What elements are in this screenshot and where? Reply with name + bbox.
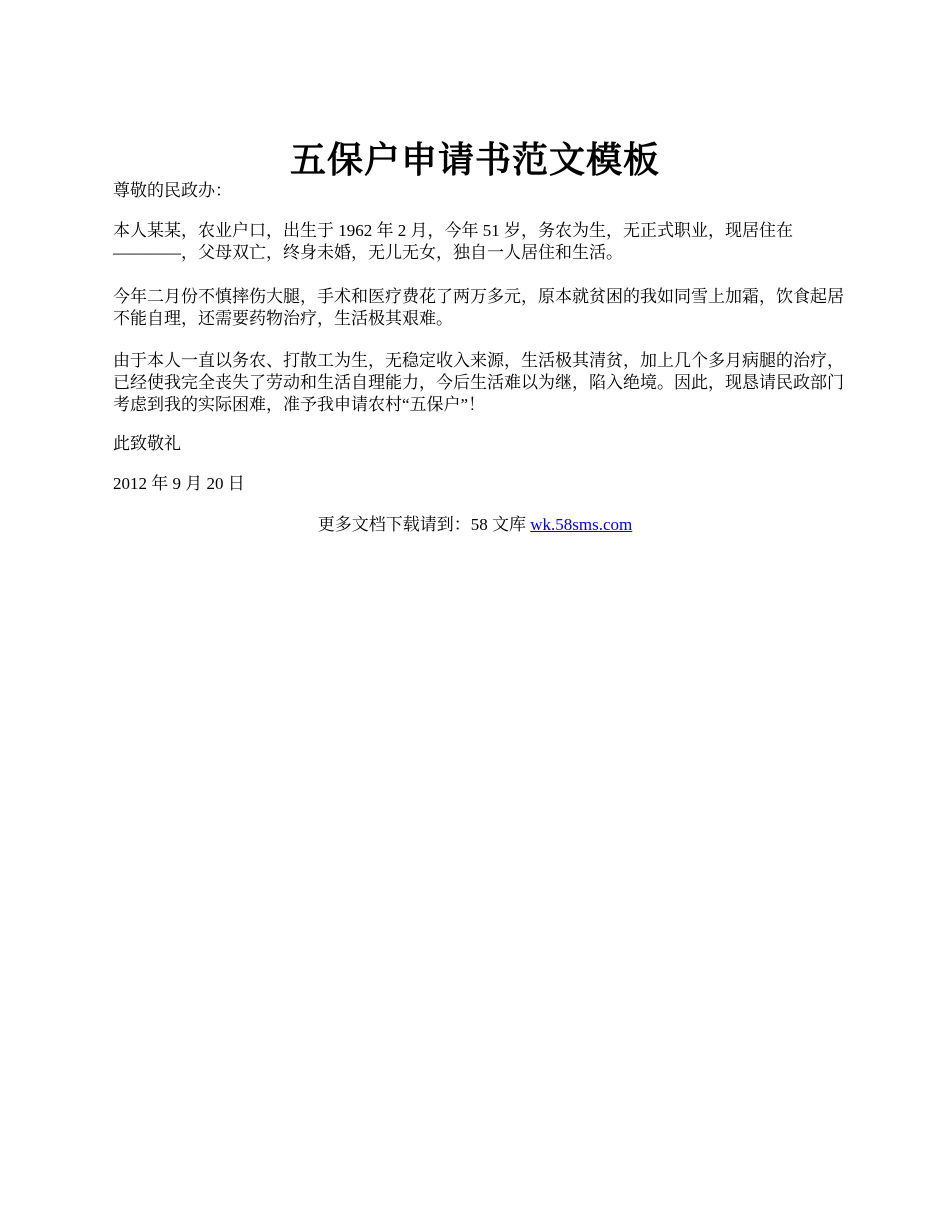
document-date: 2012 年 9 月 20 日 — [113, 474, 245, 493]
paragraph-3: 由于本人一直以务农、打散工为生，无稳定收入来源，生活极其清贫，加上几个多月病腿的治疗，已经使我完全丧失了劳动和生活自理能力，今后生活难以为继，陷入绝境。因此，现恳请民政部门考虑到我的实际困难，准予我申请农村“五保户”！ — [113, 351, 844, 414]
salutation: 尊敬的民政办： — [113, 181, 232, 200]
paragraph-2: 今年二月份不慎摔伤大腿，手术和医疗费花了两万多元，原本就贫困的我如同雪上加霜，饮食起居不能自理，还需要药物治疗，生活极其艰难。 — [113, 287, 844, 328]
footer-text: 更多文档下载请到：58 文库 — [317, 515, 531, 534]
paragraph-1: 本人某某，农业户口，出生于 1962 年 2 月，今年 51 岁，务农为生，无正式职业，现居住在————，父母双亡，终身未婚，无儿无女，独自一人居住和生活。 — [113, 221, 793, 262]
footer-link[interactable]: wk.58sms.com — [530, 515, 633, 534]
document-title: 五保户申请书范文模板 — [289, 140, 660, 181]
footer — [0, 514, 950, 536]
closing-line: 此致敬礼 — [113, 434, 181, 453]
